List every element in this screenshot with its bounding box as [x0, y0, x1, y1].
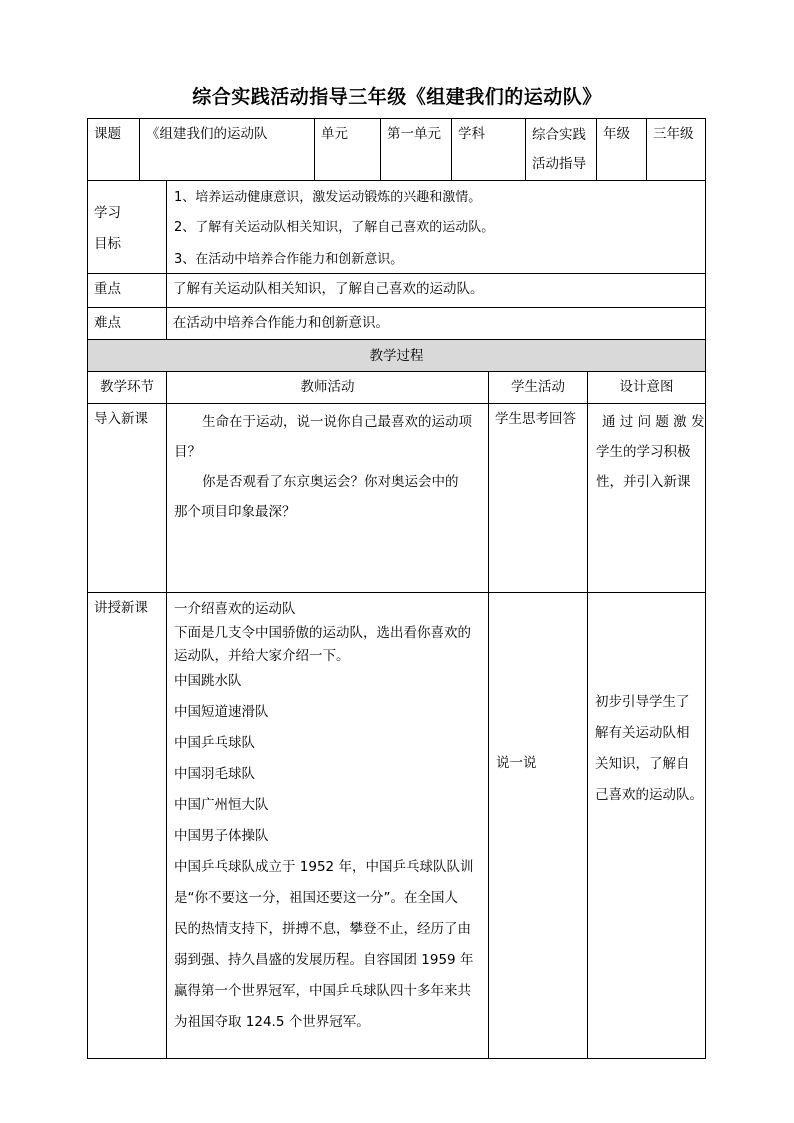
header-intent-cell — [587, 371, 706, 404]
header-stage: 教学环节 — [100, 379, 154, 395]
objective-item: 3、在活动中培养合作能力和创新意识。 — [174, 252, 404, 267]
header-stage-cell — [87, 371, 167, 404]
key-point-text-cell — [166, 273, 706, 308]
header-intent: 设计意图 — [619, 379, 674, 395]
intro-stage: 导入新课 — [94, 411, 148, 427]
header-student: 学生活动 — [511, 379, 565, 395]
unit-value: 第一单元 — [387, 126, 441, 142]
paragraph-line: 是“你不要这一分，祖国还要这一分”。在全国人 — [174, 890, 458, 906]
key-point-text: 了解有关运动队相关知识，了解自己喜欢的运动队。 — [173, 281, 484, 297]
label-grade-cell — [596, 118, 647, 181]
lecture-intent-line: 初步引导学生了 — [595, 694, 690, 710]
difficulty-label-cell — [87, 307, 167, 340]
intro-intent-line: 学生的学习积极 — [596, 444, 691, 460]
lecture-student: 说一说 — [496, 755, 537, 771]
lecture-teacher-cell — [166, 592, 489, 1059]
intro-intent-cell — [587, 403, 706, 593]
lecture-stage-cell — [87, 592, 167, 1059]
objective-item: 2、了解有关运动队相关知识，了解自己喜欢的运动队。 — [174, 220, 495, 235]
topic-value: 《组建我们的运动队 — [146, 126, 268, 142]
intro-teacher-line: 那个项目印象最深？ — [174, 504, 296, 520]
objective-item: 1、培养运动健康意识，激发运动锻炼的兴趣和激情。 — [174, 190, 482, 205]
grade-value: 三年级 — [653, 126, 694, 142]
intro-student: 学生思考回答 — [495, 411, 576, 427]
team-item: 中国男子体操队 — [174, 828, 269, 844]
paragraph-line: 为祖国夺取 124.5 个世界冠军。 — [174, 1014, 370, 1030]
process-section-title-cell — [87, 339, 706, 372]
team-item: 中国跳水队 — [174, 673, 242, 689]
lecture-teacher-heading: 一介绍喜欢的运动队 — [174, 601, 296, 617]
intro-teacher-cell — [166, 403, 489, 593]
label-subject: 学科 — [458, 126, 485, 142]
intro-teacher-line: 你是否观看了东京奥运会？你对奥运会中的 — [202, 474, 459, 490]
objectives-label-line-2: 目标 — [94, 236, 121, 252]
intro-stage-cell — [87, 403, 167, 593]
label-subject-cell — [451, 118, 526, 181]
label-topic-cell — [87, 118, 140, 181]
intro-intent-line: 通 过 问 题 激 发 — [602, 414, 705, 430]
lecture-student-cell — [488, 592, 588, 1059]
subject-cell — [525, 118, 597, 181]
intro-teacher-line: 目？ — [174, 444, 201, 460]
lecture-intro-line: 下面是几支令中国骄傲的运动队，选出看你喜欢的 — [174, 625, 471, 641]
difficulty-text: 在活动中培养合作能力和创新意识。 — [173, 315, 389, 331]
lecture-intent-cell — [587, 592, 706, 1059]
lecture-intent-line: 己喜欢的运动队。 — [595, 787, 703, 803]
label-grade: 年级 — [603, 126, 630, 142]
paragraph-line: 中国乒乓球队成立于 1952 年，中国乒乓球队队训 — [174, 859, 474, 875]
lecture-intro-line: 运动队，并给大家介绍一下。 — [174, 648, 350, 664]
paragraph-line: 弱到强、持久昌盛的发展历程。自容国团 1959 年 — [174, 952, 474, 968]
unit-cell — [380, 118, 452, 181]
subject-line-1: 综合实践 — [532, 127, 586, 143]
lecture-intent-line: 解有关运动队相 — [595, 725, 690, 741]
grade-cell — [646, 118, 706, 181]
objectives-label-cell — [87, 180, 167, 274]
document-title: 综合实践活动指导三年级《组建我们的运动队》 — [192, 86, 602, 108]
objectives-label-line-1: 学习 — [94, 205, 121, 221]
difficulty-label: 难点 — [94, 315, 121, 331]
header-teacher: 教师活动 — [300, 379, 355, 395]
key-point-label: 重点 — [94, 281, 121, 297]
difficulty-text-cell — [166, 307, 706, 340]
paragraph-line: 民的热情支持下，拼搏不息，攀登不止，经历了由 — [174, 921, 471, 937]
intro-teacher-line: 生命在于运动，说一说你自己最喜欢的运动项 — [202, 414, 472, 430]
lecture-intent-line: 关知识，了解自 — [595, 756, 690, 772]
label-unit: 单元 — [321, 126, 348, 142]
team-item: 中国短道速滑队 — [174, 704, 269, 720]
intro-student-cell — [488, 403, 588, 593]
team-item: 中国羽毛球队 — [174, 766, 255, 782]
label-unit-cell — [314, 118, 381, 181]
paragraph-line: 赢得第一个世界冠军，中国乒乓球队四十多年来共 — [174, 983, 471, 999]
topic-cell — [139, 118, 315, 181]
objectives-content-cell — [166, 180, 706, 274]
intro-intent-line: 性，并引入新课 — [596, 474, 691, 490]
header-student-cell — [488, 371, 588, 404]
header-teacher-cell — [166, 371, 489, 404]
lecture-stage: 讲授新课 — [94, 600, 148, 616]
subject-line-2: 活动指导 — [532, 156, 586, 172]
team-item: 中国广州恒大队 — [174, 797, 269, 813]
label-topic: 课题 — [94, 126, 121, 142]
key-point-label-cell — [87, 273, 167, 308]
team-item: 中国乒乓球队 — [174, 735, 255, 751]
process-section-title: 教学过程 — [369, 348, 424, 364]
